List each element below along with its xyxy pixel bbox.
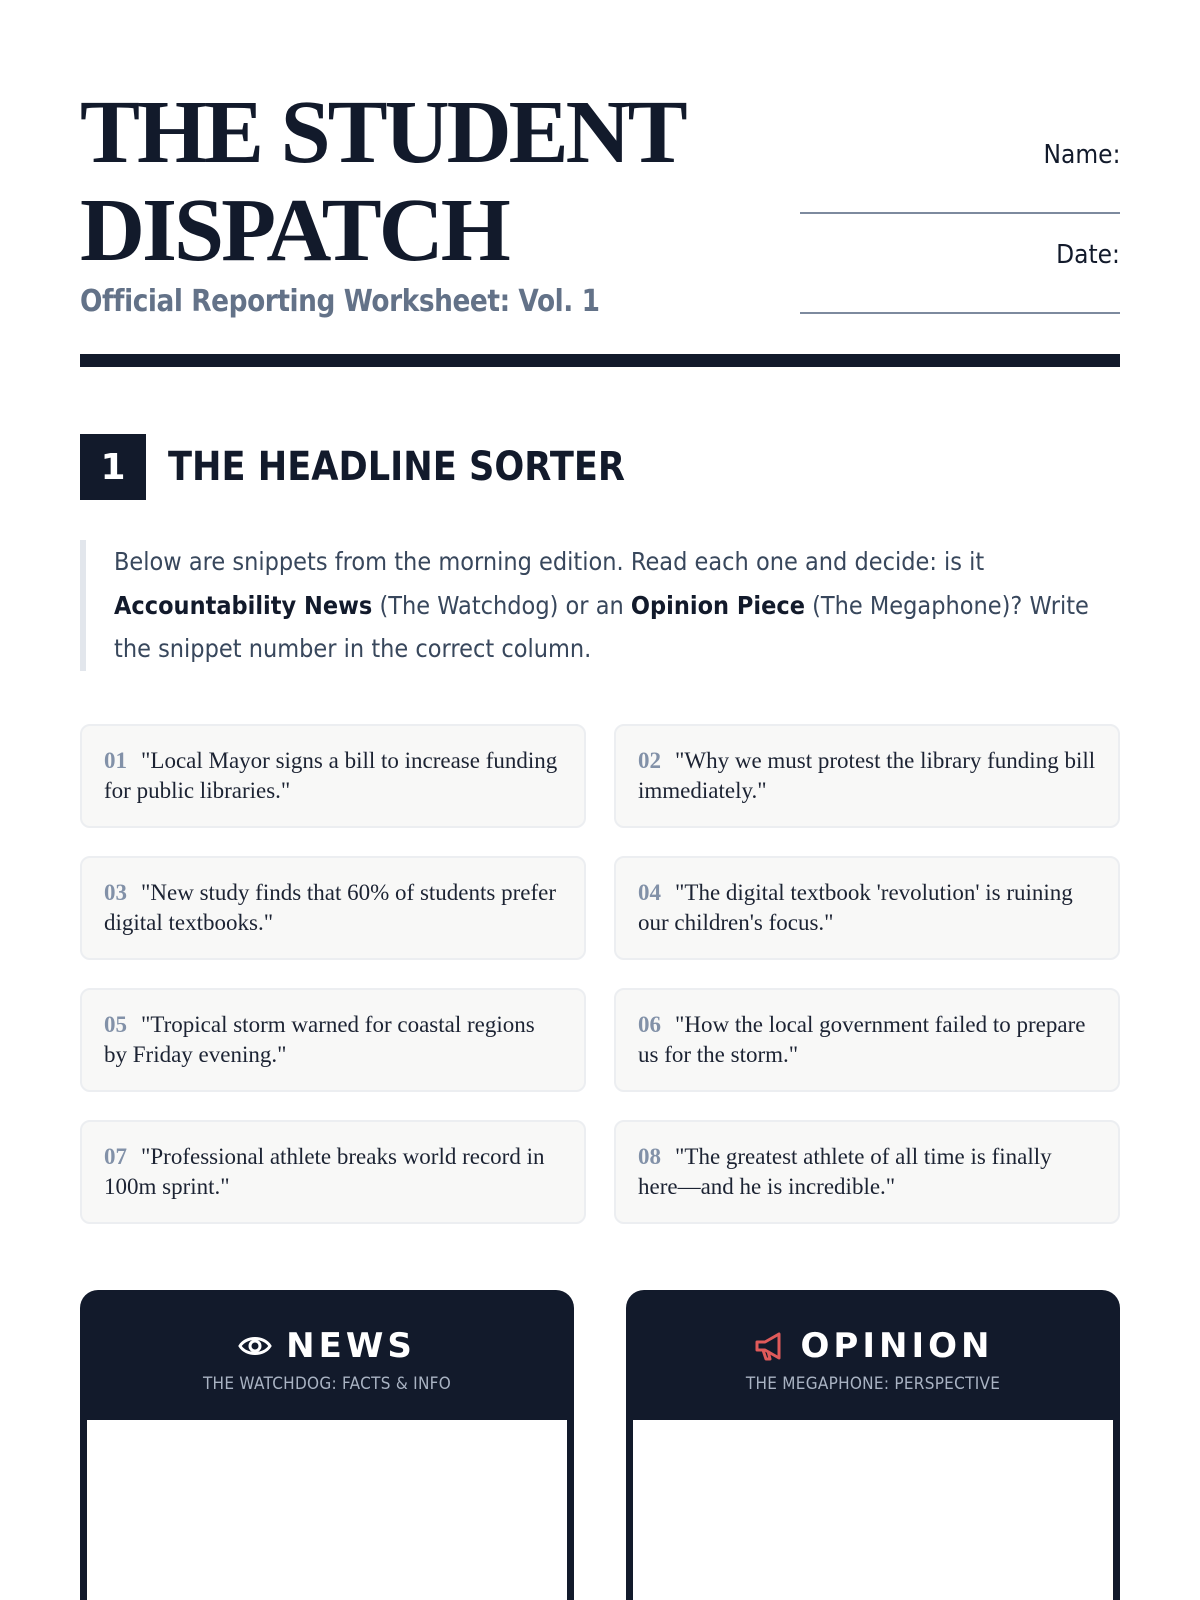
instructions-text-3: (The Megaphone)? Write the snippet number in the correct column. bbox=[114, 590, 1089, 663]
instructions-text-2: (The Watchdog) or an bbox=[372, 590, 631, 620]
news-column-subtitle: THE WATCHDOG: FACTS & INFO bbox=[202, 1374, 452, 1394]
snippet-text: "New study finds that 60% of students prefer digital textbooks." bbox=[104, 880, 556, 935]
snippet-text: "The greatest athlete of all time is finally here—and he is incredible." bbox=[638, 1144, 1052, 1199]
news-column-title: NEWS bbox=[286, 1326, 416, 1366]
section-heading bbox=[80, 434, 687, 500]
snippet-card bbox=[80, 988, 586, 1092]
date-write-line[interactable] bbox=[800, 312, 1120, 314]
instructions-text-1: Below are snippets from the morning edition. Read each one and decide: is it bbox=[114, 547, 985, 576]
snippet-number: 02 bbox=[638, 748, 661, 773]
snippet-card bbox=[80, 724, 586, 828]
snippet-text: "Tropical storm warned for coastal regions by Friday evening." bbox=[104, 1012, 535, 1067]
opinion-column-subtitle: THE MEGAPHONE: PERSPECTIVE bbox=[745, 1374, 1001, 1394]
news-answer-area[interactable] bbox=[87, 1420, 567, 1600]
worksheet-page bbox=[80, 0, 1120, 1600]
name-label: Name: bbox=[1043, 140, 1120, 170]
snippet-text: "How the local government failed to prepare us for the storm." bbox=[638, 1012, 1086, 1067]
date-field[interactable] bbox=[800, 240, 1120, 340]
snippet-number: 06 bbox=[638, 1012, 661, 1037]
snippet-card bbox=[80, 1120, 586, 1224]
snippet-number: 01 bbox=[104, 748, 127, 773]
name-field[interactable] bbox=[800, 140, 1120, 240]
news-column-header bbox=[87, 1290, 567, 1420]
eye-icon bbox=[238, 1329, 272, 1363]
snippet-number: 07 bbox=[104, 1144, 127, 1169]
snippet-number: 03 bbox=[104, 880, 127, 905]
snippet-number: 05 bbox=[104, 1012, 127, 1037]
snippet-text: "Professional athlete breaks world record in 100m sprint." bbox=[104, 1144, 545, 1199]
instructions-news-term: Accountability News bbox=[114, 590, 373, 620]
snippet-card bbox=[614, 1120, 1120, 1224]
section-number-badge: 1 bbox=[80, 434, 146, 500]
megaphone-icon bbox=[753, 1329, 787, 1363]
opinion-column-header bbox=[633, 1290, 1113, 1420]
name-write-line[interactable] bbox=[800, 212, 1120, 214]
news-column bbox=[80, 1290, 574, 1600]
instructions-opinion-term: Opinion Piece bbox=[630, 590, 805, 620]
date-label: Date: bbox=[1056, 240, 1120, 270]
opinion-column bbox=[626, 1290, 1120, 1600]
worksheet-subtitle: Official Reporting Worksheet: Vol. 1 bbox=[80, 284, 600, 319]
opinion-column-title: OPINION bbox=[800, 1326, 994, 1366]
snippet-number: 08 bbox=[638, 1144, 661, 1169]
snippet-card bbox=[80, 856, 586, 960]
section-title: THE HEADLINE SORTER bbox=[168, 444, 625, 490]
snippet-text: "The digital textbook 'revolution' is ruining our children's focus." bbox=[638, 880, 1073, 935]
student-info-fields bbox=[800, 140, 1120, 340]
snippet-text: "Why we must protest the library funding bill immediately." bbox=[638, 748, 1096, 803]
snippet-card bbox=[614, 724, 1120, 828]
masthead bbox=[80, 84, 1120, 374]
opinion-answer-area[interactable] bbox=[633, 1420, 1113, 1600]
snippet-card bbox=[614, 856, 1120, 960]
instructions-callout bbox=[80, 540, 1120, 671]
snippet-text: "Local Mayor signs a bill to increase funding for public libraries." bbox=[104, 748, 558, 803]
snippet-card bbox=[614, 988, 1120, 1092]
newspaper-title: THE STUDENT DISPATCH bbox=[80, 83, 684, 280]
snippet-number: 04 bbox=[638, 880, 661, 905]
masthead-divider bbox=[80, 354, 1120, 367]
